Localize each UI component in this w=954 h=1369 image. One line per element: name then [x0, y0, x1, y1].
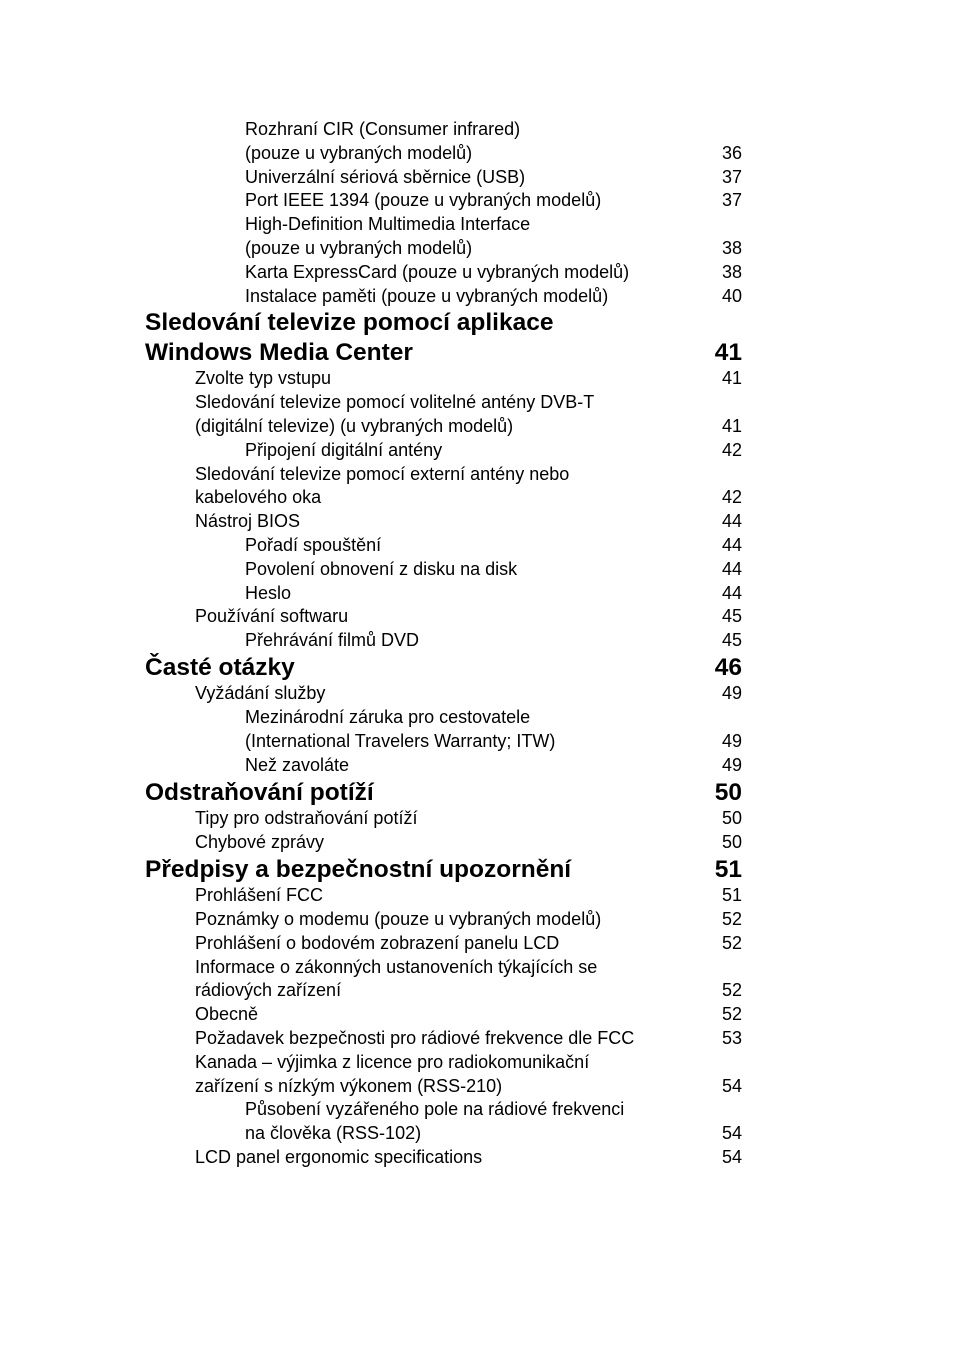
toc-entry-title: High-Definition Multimedia Interface — [245, 214, 531, 235]
toc-entry-title: Sledování televize pomocí volitelné antény DVB-T — [195, 392, 595, 413]
toc-entry[interactable] — [0, 285, 954, 309]
toc-chapter-entry[interactable] — [0, 855, 954, 885]
toc-page-number: 45 — [721, 606, 742, 627]
toc-page-number: 37 — [721, 166, 742, 187]
toc-page-number: 42 — [721, 439, 742, 460]
toc-chapter-entry[interactable] — [0, 338, 954, 368]
toc-entry[interactable] — [0, 1075, 954, 1099]
toc-entry[interactable] — [0, 510, 954, 534]
toc-page-number: 51 — [714, 855, 742, 883]
toc-entry-title: Přehrávání filmů DVD — [245, 630, 420, 651]
toc-entry-title: (digitální televize) (u vybraných modelů) — [195, 415, 514, 436]
toc-entry[interactable] — [0, 486, 954, 510]
toc-entry[interactable] — [0, 932, 954, 956]
toc-entry-title: Prohlášení o bodovém zobrazení panelu LCD — [195, 932, 560, 953]
toc-entry[interactable] — [0, 1146, 954, 1170]
toc-page-number: 54 — [721, 1123, 742, 1144]
toc-entry[interactable] — [0, 1098, 954, 1122]
toc-entry-title: Požadavek bezpečnosti pro rádiové frekvence dle FCC — [195, 1028, 635, 1048]
toc-page-number: 42 — [721, 487, 742, 508]
toc-entry[interactable] — [0, 706, 954, 730]
toc-page-number: 52 — [721, 1004, 742, 1025]
toc-entry-title: Nástroj BIOS — [195, 511, 301, 532]
toc-entry-title: Mezinárodní záruka pro cestovatele — [245, 707, 531, 728]
toc-entry-title: Rozhraní CIR (Consumer infrared) — [245, 119, 521, 139]
toc-page-number: 41 — [721, 415, 742, 436]
toc-page-number: 41 — [714, 338, 742, 366]
toc-entry-title: (pouze u vybraných modelů) — [245, 237, 473, 258]
toc-entry-title: Působení vyzářeného pole na rádiové frekvenci — [245, 1099, 625, 1120]
toc-page-number: 52 — [721, 909, 742, 930]
toc-entry[interactable] — [0, 367, 954, 391]
toc-page-number: 50 — [721, 831, 742, 852]
toc-entry[interactable] — [0, 261, 954, 285]
toc-entry-title: Předpisy a bezpečnostní upozornění — [145, 855, 572, 883]
toc-entry-title: Používání softwaru — [195, 606, 349, 627]
toc-page-number: 52 — [721, 980, 742, 1001]
toc-page-number: 54 — [721, 1146, 742, 1167]
toc-entry-title: kabelového oka — [195, 487, 322, 508]
toc-entry[interactable] — [0, 213, 954, 237]
toc-page-number: 44 — [721, 511, 742, 532]
toc-entry[interactable] — [0, 534, 954, 558]
toc-entry[interactable] — [0, 884, 954, 908]
toc-chapter-entry[interactable] — [0, 308, 954, 338]
toc-entry-title: Windows Media Center — [145, 338, 413, 366]
toc-entry[interactable] — [0, 682, 954, 706]
toc-entry[interactable] — [0, 605, 954, 629]
toc-entry[interactable] — [0, 439, 954, 463]
toc-entry-title: (International Travelers Warranty; ITW) — [245, 731, 556, 752]
toc-page-number: 44 — [721, 558, 742, 579]
toc-entry-title: Zvolte typ vstupu — [195, 368, 332, 389]
toc-entry-title: Sledování televize pomocí aplikace — [145, 309, 554, 337]
toc-entry-title: Informace o zákonných ustanoveních týkajících se — [195, 956, 598, 977]
toc-entry-title: Vyžádání služby — [195, 683, 326, 704]
toc-entry-title: Prohlášení FCC — [195, 885, 324, 906]
toc-page-number: 38 — [721, 261, 742, 282]
toc-entry-title: Tipy pro odstraňování potíží — [195, 808, 418, 829]
toc-entry-title: Připojení digitální antény — [245, 439, 443, 460]
toc-entry-title: Povolení obnovení z disku na disk — [245, 558, 518, 579]
toc-entry[interactable] — [0, 956, 954, 980]
toc-entry[interactable] — [0, 1051, 954, 1075]
toc-entry-title: Odstraňování potíží — [145, 778, 374, 806]
toc-entry[interactable] — [0, 908, 954, 932]
toc-entry-title: LCD panel ergonomic specifications — [195, 1146, 483, 1167]
toc-page-number: 45 — [721, 630, 742, 651]
toc-entry[interactable] — [0, 391, 954, 415]
toc-page-number: 41 — [721, 368, 742, 389]
toc-entry[interactable] — [0, 1122, 954, 1146]
toc-entry[interactable] — [0, 807, 954, 831]
toc-entry-title: Heslo — [245, 582, 292, 603]
toc-entry-title: Karta ExpressCard (pouze u vybraných modelů) — [245, 261, 630, 282]
toc-page-number: 49 — [721, 683, 742, 704]
toc-entry[interactable] — [0, 754, 954, 778]
toc-page-number: 51 — [721, 885, 742, 906]
toc-page-number: 53 — [721, 1028, 742, 1048]
toc-entry[interactable] — [0, 629, 954, 653]
toc-entry[interactable] — [0, 118, 954, 142]
toc-entry-title: zařízení s nízkým výkonem (RSS-210) — [195, 1075, 503, 1096]
toc-entry[interactable] — [0, 558, 954, 582]
toc-page-number: 40 — [721, 285, 742, 306]
toc-page-number: 54 — [721, 1075, 742, 1096]
toc-page-number: 36 — [721, 142, 742, 163]
toc-entry-title: Univerzální sériová sběrnice (USB) — [245, 166, 526, 187]
toc-entry[interactable] — [0, 189, 954, 213]
toc-chapter-entry[interactable] — [0, 653, 954, 683]
toc-entry-title: (pouze u vybraných modelů) — [245, 142, 473, 163]
toc-entry-title: rádiových zařízení — [195, 980, 342, 1001]
toc-page-number: 46 — [714, 653, 742, 681]
toc-entry[interactable] — [0, 582, 954, 606]
toc-entry-title: Časté otázky — [145, 653, 295, 681]
toc-chapter-entry[interactable] — [0, 778, 954, 808]
toc-page-number: 50 — [714, 778, 742, 806]
toc-page-number: 49 — [721, 731, 742, 752]
toc-entry[interactable] — [0, 1003, 954, 1027]
toc-entry[interactable] — [0, 237, 954, 261]
toc-entry[interactable] — [0, 463, 954, 487]
toc-entry[interactable] — [0, 142, 954, 166]
toc-page-number: 50 — [721, 808, 742, 829]
table-of-contents — [0, 118, 954, 1170]
toc-entry-title: Pořadí spouštění — [245, 534, 382, 555]
toc-entry-title: na člověka (RSS-102) — [245, 1123, 422, 1144]
toc-entry-title: Port IEEE 1394 (pouze u vybraných modelů) — [245, 190, 602, 211]
toc-entry[interactable] — [0, 166, 954, 190]
toc-entry[interactable] — [0, 831, 954, 855]
toc-entry[interactable] — [0, 415, 954, 439]
toc-entry-title: Sledování televize pomocí externí antény nebo — [195, 463, 570, 484]
toc-page-number: 38 — [721, 237, 742, 258]
toc-entry-title: Než zavoláte — [245, 754, 350, 775]
toc-page-number: 44 — [721, 534, 742, 555]
toc-entry[interactable] — [0, 979, 954, 1003]
toc-page-number: 52 — [721, 932, 742, 953]
toc-entry-title: Kanada – výjimka z licence pro radiokomunikační — [195, 1051, 590, 1072]
toc-entry-title: Poznámky o modemu (pouze u vybraných modelů) — [195, 909, 602, 930]
toc-page-number: 37 — [721, 190, 742, 211]
toc-page-number: 49 — [721, 754, 742, 775]
toc-entry[interactable] — [0, 730, 954, 754]
toc-entry-title: Chybové zprávy — [195, 831, 325, 852]
toc-page-number: 44 — [721, 582, 742, 603]
toc-entry-title: Obecně — [195, 1004, 259, 1025]
toc-entry[interactable] — [0, 1027, 954, 1051]
toc-entry-title: Instalace paměti (pouze u vybraných modelů) — [245, 285, 609, 306]
